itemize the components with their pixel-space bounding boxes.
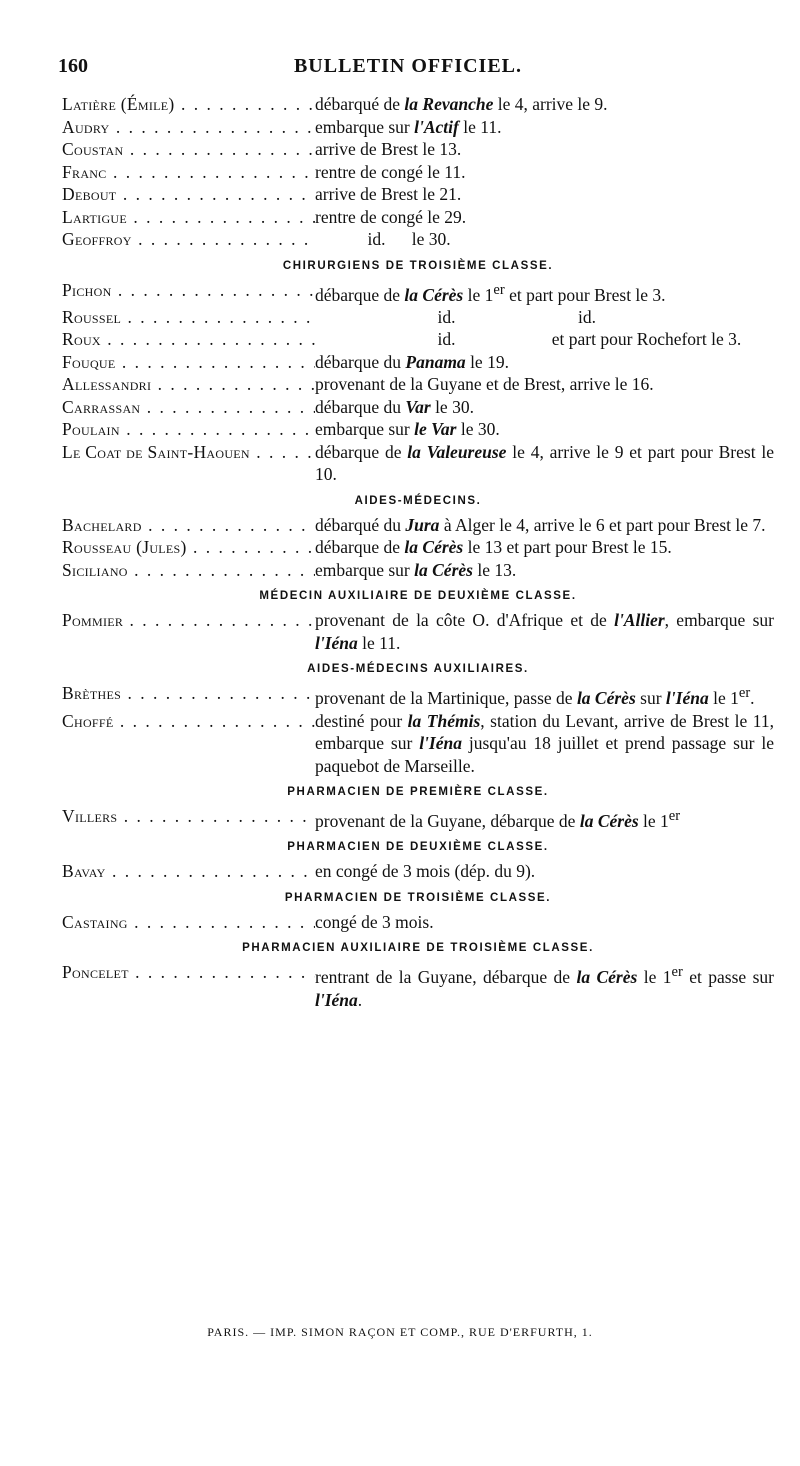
personnel-entry xyxy=(62,441,774,486)
movement-description: débarque de la Cérès le 1er et part pour Brest le 3. xyxy=(315,281,666,305)
movement-description: provenant de la côte O. d'Afrique et de l'Allier, embarque sur l'Iéna le 11. xyxy=(315,610,774,653)
personnel-entry xyxy=(62,328,774,351)
movement-description: provenant de la Martinique, passe de la Cérès sur l'Iéna le 1er. xyxy=(315,685,755,709)
page-number: 160 xyxy=(58,55,88,77)
personnel-entry xyxy=(62,710,774,778)
movement-description: rentre de congé le 11. xyxy=(315,161,466,182)
movement-description: arrive de Brest le 13. xyxy=(315,139,462,159)
personnel-entry xyxy=(62,961,774,1011)
personnel-name: Poulain . . . xyxy=(62,418,315,441)
running-title: BULLETIN OFFICIEL. xyxy=(293,55,523,77)
section-heading: MÉDECIN AUXILIAIRE DE DEUXIÈME CLASSE. xyxy=(259,590,577,603)
personnel-name: Villers . . . xyxy=(62,805,315,828)
personnel-entry xyxy=(62,860,774,883)
movement-description: débarqué de la Revanche le 4, arrive le 9. xyxy=(315,94,608,114)
movement-description: débarque du Panama le 19. xyxy=(315,351,509,372)
section-heading: PHARMACIEN DE DEUXIÈME CLASSE. xyxy=(287,841,549,854)
movement-description: débarque de la Cérès le 13 et part pour Brest le 15. xyxy=(315,537,672,558)
section-heading: AIDES-MÉDECINS. xyxy=(354,494,482,507)
movement-description: id. et part pour Rochefort le 3. xyxy=(315,329,742,350)
movement-description: embarque sur la Cérès le 13. xyxy=(315,559,517,580)
movement-description: rentre de congé le 29. xyxy=(315,206,467,227)
personnel-entry xyxy=(62,911,774,934)
movement-description: id. le 30. xyxy=(315,229,451,249)
personnel-entry xyxy=(62,351,774,374)
movement-description: embarque sur l'Actif le 11. xyxy=(315,116,502,137)
personnel-name: Le Coat de Saint-Haouen . . . xyxy=(62,441,315,464)
personnel-name: Franc . . . xyxy=(62,161,315,184)
personnel-entry xyxy=(62,183,774,206)
section-heading: CHIRURGIENS DE TROISIÈME CLASSE. xyxy=(282,259,554,272)
movement-description: débarque de la Valeureuse le 4, arrive le 9 et part pour Brest le 10. xyxy=(315,441,774,485)
movement-description: congé de 3 mois. xyxy=(315,911,434,932)
personnel-entry xyxy=(62,279,774,306)
personnel-name: Allessandri . . . xyxy=(62,373,315,396)
personnel-entry xyxy=(62,536,774,559)
section-heading: PHARMACIEN DE TROISIÈME CLASSE. xyxy=(284,891,552,904)
movement-description: destiné pour la Thémis, station du Levant, arrive de Brest le 11, embarque sur l'Iéna jusqu'au 18 juillet et prend passage sur le paquebot de Marseille. xyxy=(315,710,774,776)
movement-description: provenant de la Guyane, débarque de la Cérès le 1er xyxy=(315,808,681,831)
page-header xyxy=(58,55,758,85)
section-heading: AIDES-MÉDECINS AUXILIAIRES. xyxy=(307,663,529,676)
document-body xyxy=(62,93,774,1011)
movement-description: provenant de la Guyane et de Brest, arrive le 16. xyxy=(315,374,654,395)
personnel-entry xyxy=(62,138,774,161)
personnel-entry xyxy=(62,93,774,116)
personnel-name: Debout . . . xyxy=(62,183,315,206)
personnel-entry xyxy=(62,228,774,251)
movement-description: en congé de 3 mois (dép. du 9). xyxy=(315,861,536,882)
personnel-name: Geoffroy . . . xyxy=(62,228,315,251)
personnel-entry xyxy=(62,514,774,537)
personnel-entry xyxy=(62,306,774,329)
personnel-entry xyxy=(62,559,774,582)
movement-description: id. id. xyxy=(315,306,596,327)
personnel-entry xyxy=(62,682,774,709)
personnel-name: Roussel . . . xyxy=(62,306,315,329)
personnel-name: Audry . . . xyxy=(62,116,315,139)
movement-description: rentrant de la Guyane, débarque de la Cérès le 1er et passe sur l'Iéna. xyxy=(315,964,774,1010)
personnel-name: Roux . . . xyxy=(62,328,315,351)
personnel-name: Choffé . . . xyxy=(62,710,315,733)
personnel-name: Pichon . . . xyxy=(62,279,315,302)
personnel-name: Brèthes . . . xyxy=(62,682,315,705)
personnel-entry xyxy=(62,373,774,396)
personnel-name: Latière (Émile) . . . xyxy=(62,93,315,116)
section-heading: PHARMACIEN DE PREMIÈRE CLASSE. xyxy=(287,786,549,799)
printer-imprint: PARIS. — IMP. SIMON RAÇON ET COMP., RUE D'ERFURTH, 1. xyxy=(207,1325,593,1339)
personnel-entry xyxy=(62,206,774,229)
personnel-name: Poncelet . . . xyxy=(62,961,315,984)
personnel-name: Lartigue . . . xyxy=(62,206,315,229)
personnel-name: Siciliano . . . xyxy=(62,559,315,582)
movement-description: débarque du Var le 30. xyxy=(315,396,474,417)
personnel-name: Coustan . . . xyxy=(62,138,315,161)
personnel-name: Pommier . . . xyxy=(62,609,315,632)
personnel-entry xyxy=(62,609,774,654)
personnel-entry xyxy=(62,116,774,139)
personnel-entry xyxy=(62,161,774,184)
personnel-entry xyxy=(62,396,774,419)
personnel-name: Castaing . . . xyxy=(62,911,315,934)
personnel-name: Carrassan . . . xyxy=(62,396,315,419)
movement-description: embarque sur le Var le 30. xyxy=(315,419,500,440)
personnel-entry xyxy=(62,418,774,441)
personnel-name: Fouque . . . xyxy=(62,351,315,374)
personnel-entry xyxy=(62,805,774,832)
personnel-name: Bachelard . . . xyxy=(62,514,315,537)
section-heading: PHARMACIEN AUXILIAIRE DE TROISIÈME CLASSE. xyxy=(242,942,594,955)
movement-description: arrive de Brest le 21. xyxy=(315,184,462,204)
movement-description: débarqué du Jura à Alger le 4, arrive le 6 et part pour Brest le 7. xyxy=(315,514,766,535)
personnel-name: Rousseau (Jules) . . . xyxy=(62,536,315,559)
personnel-name: Bavay . . . xyxy=(62,860,315,883)
